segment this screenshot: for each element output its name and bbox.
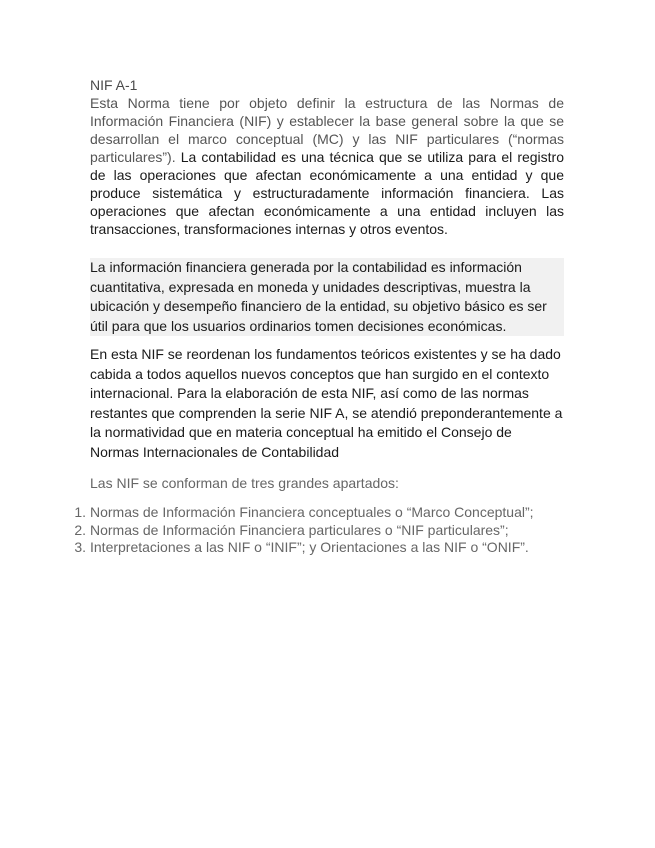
list-item-number: 3. xyxy=(74,539,86,555)
list-item-text: Normas de Información Financiera conceptuales o “Marco Conceptual”; xyxy=(90,504,534,520)
paragraph-objective xyxy=(90,94,564,238)
paragraph-fundamentals: En esta NIF se reordenan los fundamentos teóricos existentes y se ha dado cabida a todos aquellos nuevos conceptos que han surgido en el contexto internacional. Para la elaboración de esta NIF, así como de las normas restantes que comprenden la serie NIF A, se atendió preponderantemente a la normatividad que en materia conceptual ha emitido el Consejo de Normas Internacionales de Contabilidad xyxy=(90,346,563,460)
list-item-number: 2. xyxy=(74,521,86,538)
list-item xyxy=(74,521,564,540)
list-item-number: 1. xyxy=(74,504,86,520)
paragraph-financial-info: La información financiera generada por la contabilidad es información cuantitativa, expresada en moneda y unidades descriptivas, muestra la ubicación y desempeño financiero de la entidad, su objetivo básico es ser útil para que los usuarios ordinarios tomen decisiones económicas. xyxy=(90,258,564,336)
list-item-text: Interpretaciones a las NIF o “INIF”; y Orientaciones a las NIF o “ONIF”. xyxy=(90,539,529,555)
list-intro: Las NIF se conforman de tres grandes apartados: xyxy=(90,475,399,491)
list-item xyxy=(74,539,564,557)
document-page xyxy=(74,76,565,557)
document-heading: NIF A-1 xyxy=(90,77,138,93)
paragraph-objective-gray: Esta Norma tiene por objeto definir la estructura de las Normas de Información Financiera (NIF) y establecer la base general sobre la que se desarrollan el marco conceptual (MC) y las NIF particulares (“normas particulares”). xyxy=(90,95,564,165)
list-item-text: Normas de Información Financiera particulares o “NIF particulares”; xyxy=(90,521,509,538)
nif-sections-list xyxy=(74,504,564,557)
paragraph-objective-dark: La contabilidad es una técnica que se utiliza para el registro de las operaciones que afectan económicamente a una entidad y que produce sistemática y estructuradamente información financiera. Las operaciones que afectan económicamente a una entidad incluyen las transacciones, transformaciones internas y otros eventos. xyxy=(90,149,565,237)
list-item xyxy=(74,504,564,522)
